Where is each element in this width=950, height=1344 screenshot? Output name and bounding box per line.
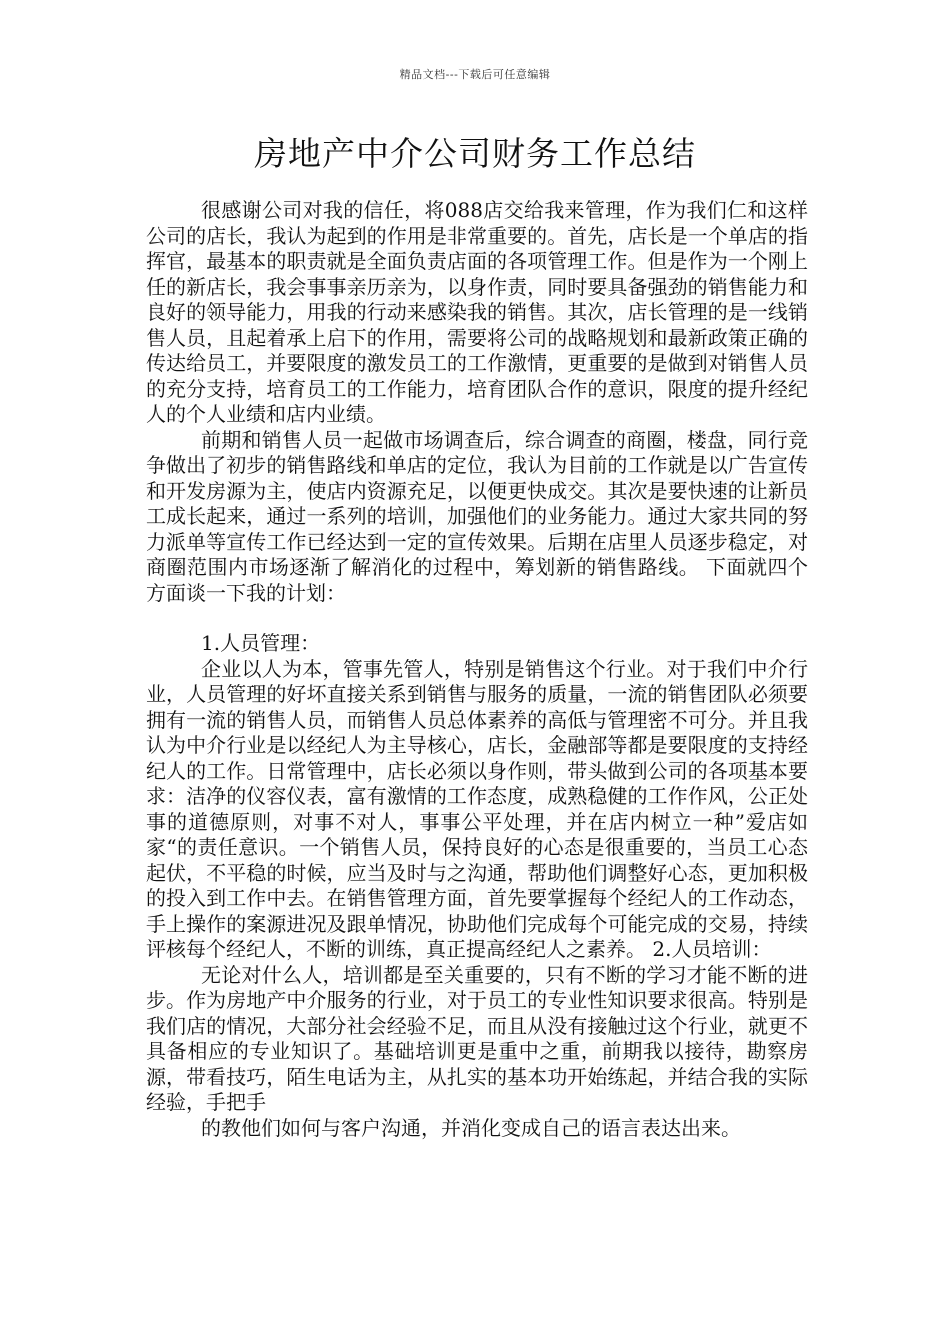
paragraph-plan: 前期和销售人员一起做市场调查后，综合调查的商圈，楼盘，同行竞争做出了初步的销售路线和单店的定位，我认为目前的工作就是以广告宣传和开发房源为主，使店内资源充足，以便更快成交。其次是要快速的让新员工成长起来，通过一系列的培训，加强他们的业务能力。通过大家共同的努力派单等宣传工作已经达到一定的宣传效果。后期在店里人员逐步稳定，对商圈范围内市场逐渐了解消化的过程中，筹划新的销售路线。 下面就四个方面谈一下我的计划： [146, 427, 808, 605]
paragraph-intro: 很感谢公司对我的信任，将088店交给我来管理，作为我们仁和这样公司的店长，我认为起到的作用是非常重要的。首先，店长是一个单店的指挥官，最基本的职责就是全面负责店面的各项管理工作。但是作为一个刚上任的新店长，我会事事亲历亲为，以身作责，同时要具备强劲的销售能力和良好的领导能力，用我的行动来感染我的销售。其次，店长管理的是一线销售人员，且起着承上启下的作用，需要将公司的战略规划和最新政策正确的传达给员工，并要限度的激发员工的工作激情，更重要的是做到对销售人员的充分支持，培育员工的工作能力，培育团队合作的意识，限度的提升经纪人的个人业绩和店内业绩。 [146, 198, 808, 426]
paragraph-training: 无论对什么人，培训都是至关重要的，只有不断的学习才能不断的进步。作为房地产中介服务的行业，对于员工的专业性知识要求很高。特别是我们店的情况，大部分社会经验不足，而且从没有接触过这个行业，就更不具备相应的专业知识了。基础培训更是重中之重，前期我以接待，勘察房源，带看技巧，陌生电话为主，从扎实的基本功开始练起，并结合我的实际经验，手把手 [146, 962, 808, 1114]
document-title: 房地产中介公司财务工作总结 [254, 134, 696, 173]
paragraph-personnel-management: 企业以人为本，管事先管人，特别是销售这个行业。对于我们中介行业，人员管理的好坏直接关系到销售与服务的质量，一流的销售团队必须要拥有一流的销售人员，而销售人员总体素养的高低与管理密不可分。并且我认为中介行业是以经纪人为主导核心，店长，金融部等都是要限度的支持经纪人的工作。日常管理中，店长必须以身作则，带头做到公司的各项基本要求：洁净的仪容仪表，富有激情的工作态度，成熟稳健的工作作风，公正处事的道德原则，对事不对人，事事公平处理，并在店内树立一种”爱店如家“的责任意识。一个销售人员，保持良好的心态是很重要的，当员工心态起伏，不平稳的时候，应当及时与之沟通，帮助他们调整好心态，更加积极的投入到工作中去。在销售管理方面，首先要掌握每个经纪人的工作动态，手上操作的案源进况及跟单情况，协助他们完成每个可能完成的交易，持续评核每个经纪人，不断的训练，真正提高经纪人之素养。 2.人员培训： [146, 656, 808, 961]
paragraph-training-continued: 的教他们如何与客户沟通，并消化变成自己的语言表达出来。 [201, 1115, 741, 1140]
header-note: 精品文档---下载后可任意编辑 [399, 68, 551, 81]
paragraph-gap [146, 606, 808, 631]
document-body [146, 198, 808, 1141]
section-heading-personnel: 1.人员管理： [201, 631, 321, 655]
